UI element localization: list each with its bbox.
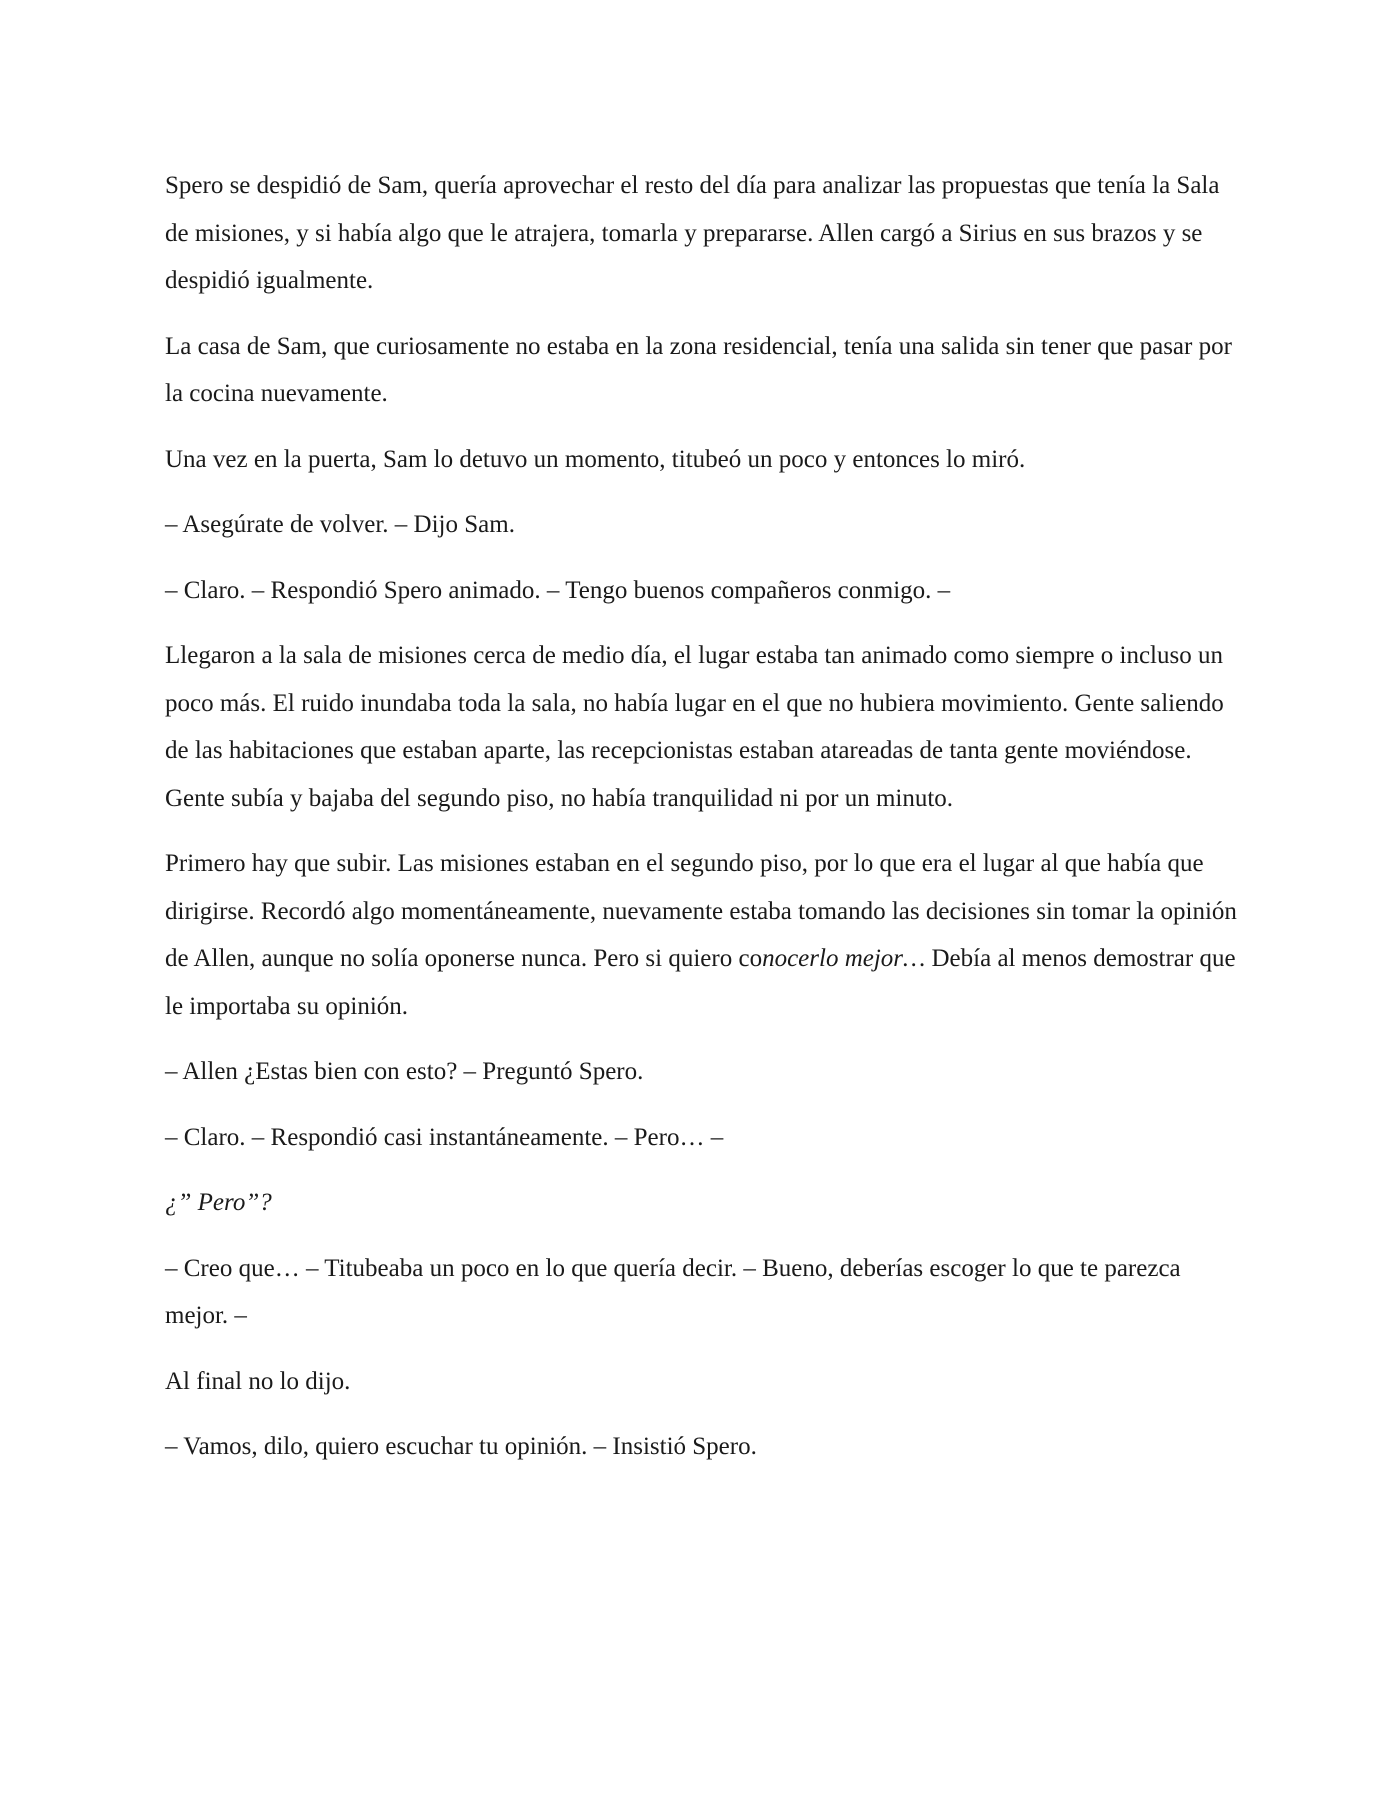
dialogue-line: – Claro. – Respondió casi instantáneamente. – Pero… – [165, 1123, 724, 1151]
dialogue-line: – Creo que… – Titubeaba un poco en lo que quería decir. – Bueno, deberías escoger lo que te parezca mejor. – [165, 1254, 1181, 1329]
dialogue-line: – Claro. – Respondió Spero animado. – Tengo buenos compañeros conmigo. – [165, 576, 951, 604]
document-body [165, 162, 1240, 1489]
paragraph [165, 840, 1240, 1030]
paragraph: La casa de Sam, que curiosamente no estaba en la zona residencial, tenía una salida sin tener que pasar por la cocina nuevamente. [165, 332, 1232, 407]
paragraph-text: Primero hay que subir. Las misiones estaban en el segundo piso, por lo que era el lugar al que había que dirigirse. Recordó algo momentáneamente, nuevamente estaba tomando las decisiones sin tomar la opinión de Allen, aunque no solía oponerse nunca. Pero si quiero co [165, 850, 1237, 972]
paragraph: Llegaron a la sala de misiones cerca de medio día, el lugar estaba tan animado como siempre o incluso un poco más. El ruido inundaba toda la sala, no había lugar en el que no hubiera movimiento. Gente saliendo de las habitaciones que estaban aparte, las recepcionistas estaban atareadas de tanta gente moviéndose. Gente subía y bajaba del segundo piso, no había tranquilidad ni por un minuto. [165, 642, 1224, 812]
dialogue-line: – Vamos, dilo, quiero escuchar tu opinión. – Insistió Spero. [165, 1433, 757, 1460]
dialogue-line: – Asegúrate de volver. – Dijo Sam. [165, 511, 515, 538]
italic-text: nocerlo mejor… [762, 945, 926, 972]
dialogue-line: – Allen ¿Estas bien con esto? – Preguntó Spero. [165, 1058, 644, 1085]
thought-line: ¿” Pero”? [165, 1189, 272, 1216]
paragraph: Spero se despidió de Sam, quería aprovechar el resto del día para analizar las propuestas que tenía la Sala de misiones, y si había algo que le atrajera, tomarla y prepararse. Allen cargó a Sirius en sus brazos y se despidió igualmente. [165, 172, 1220, 294]
paragraph: Una vez en la puerta, Sam lo detuvo un momento, titubeó un poco y entonces lo miró. [165, 445, 1026, 473]
paragraph: Al final no lo dijo. [165, 1367, 351, 1395]
paragraph-text: Debía al menos demostrar que le importaba su opinión. [165, 945, 1236, 1020]
